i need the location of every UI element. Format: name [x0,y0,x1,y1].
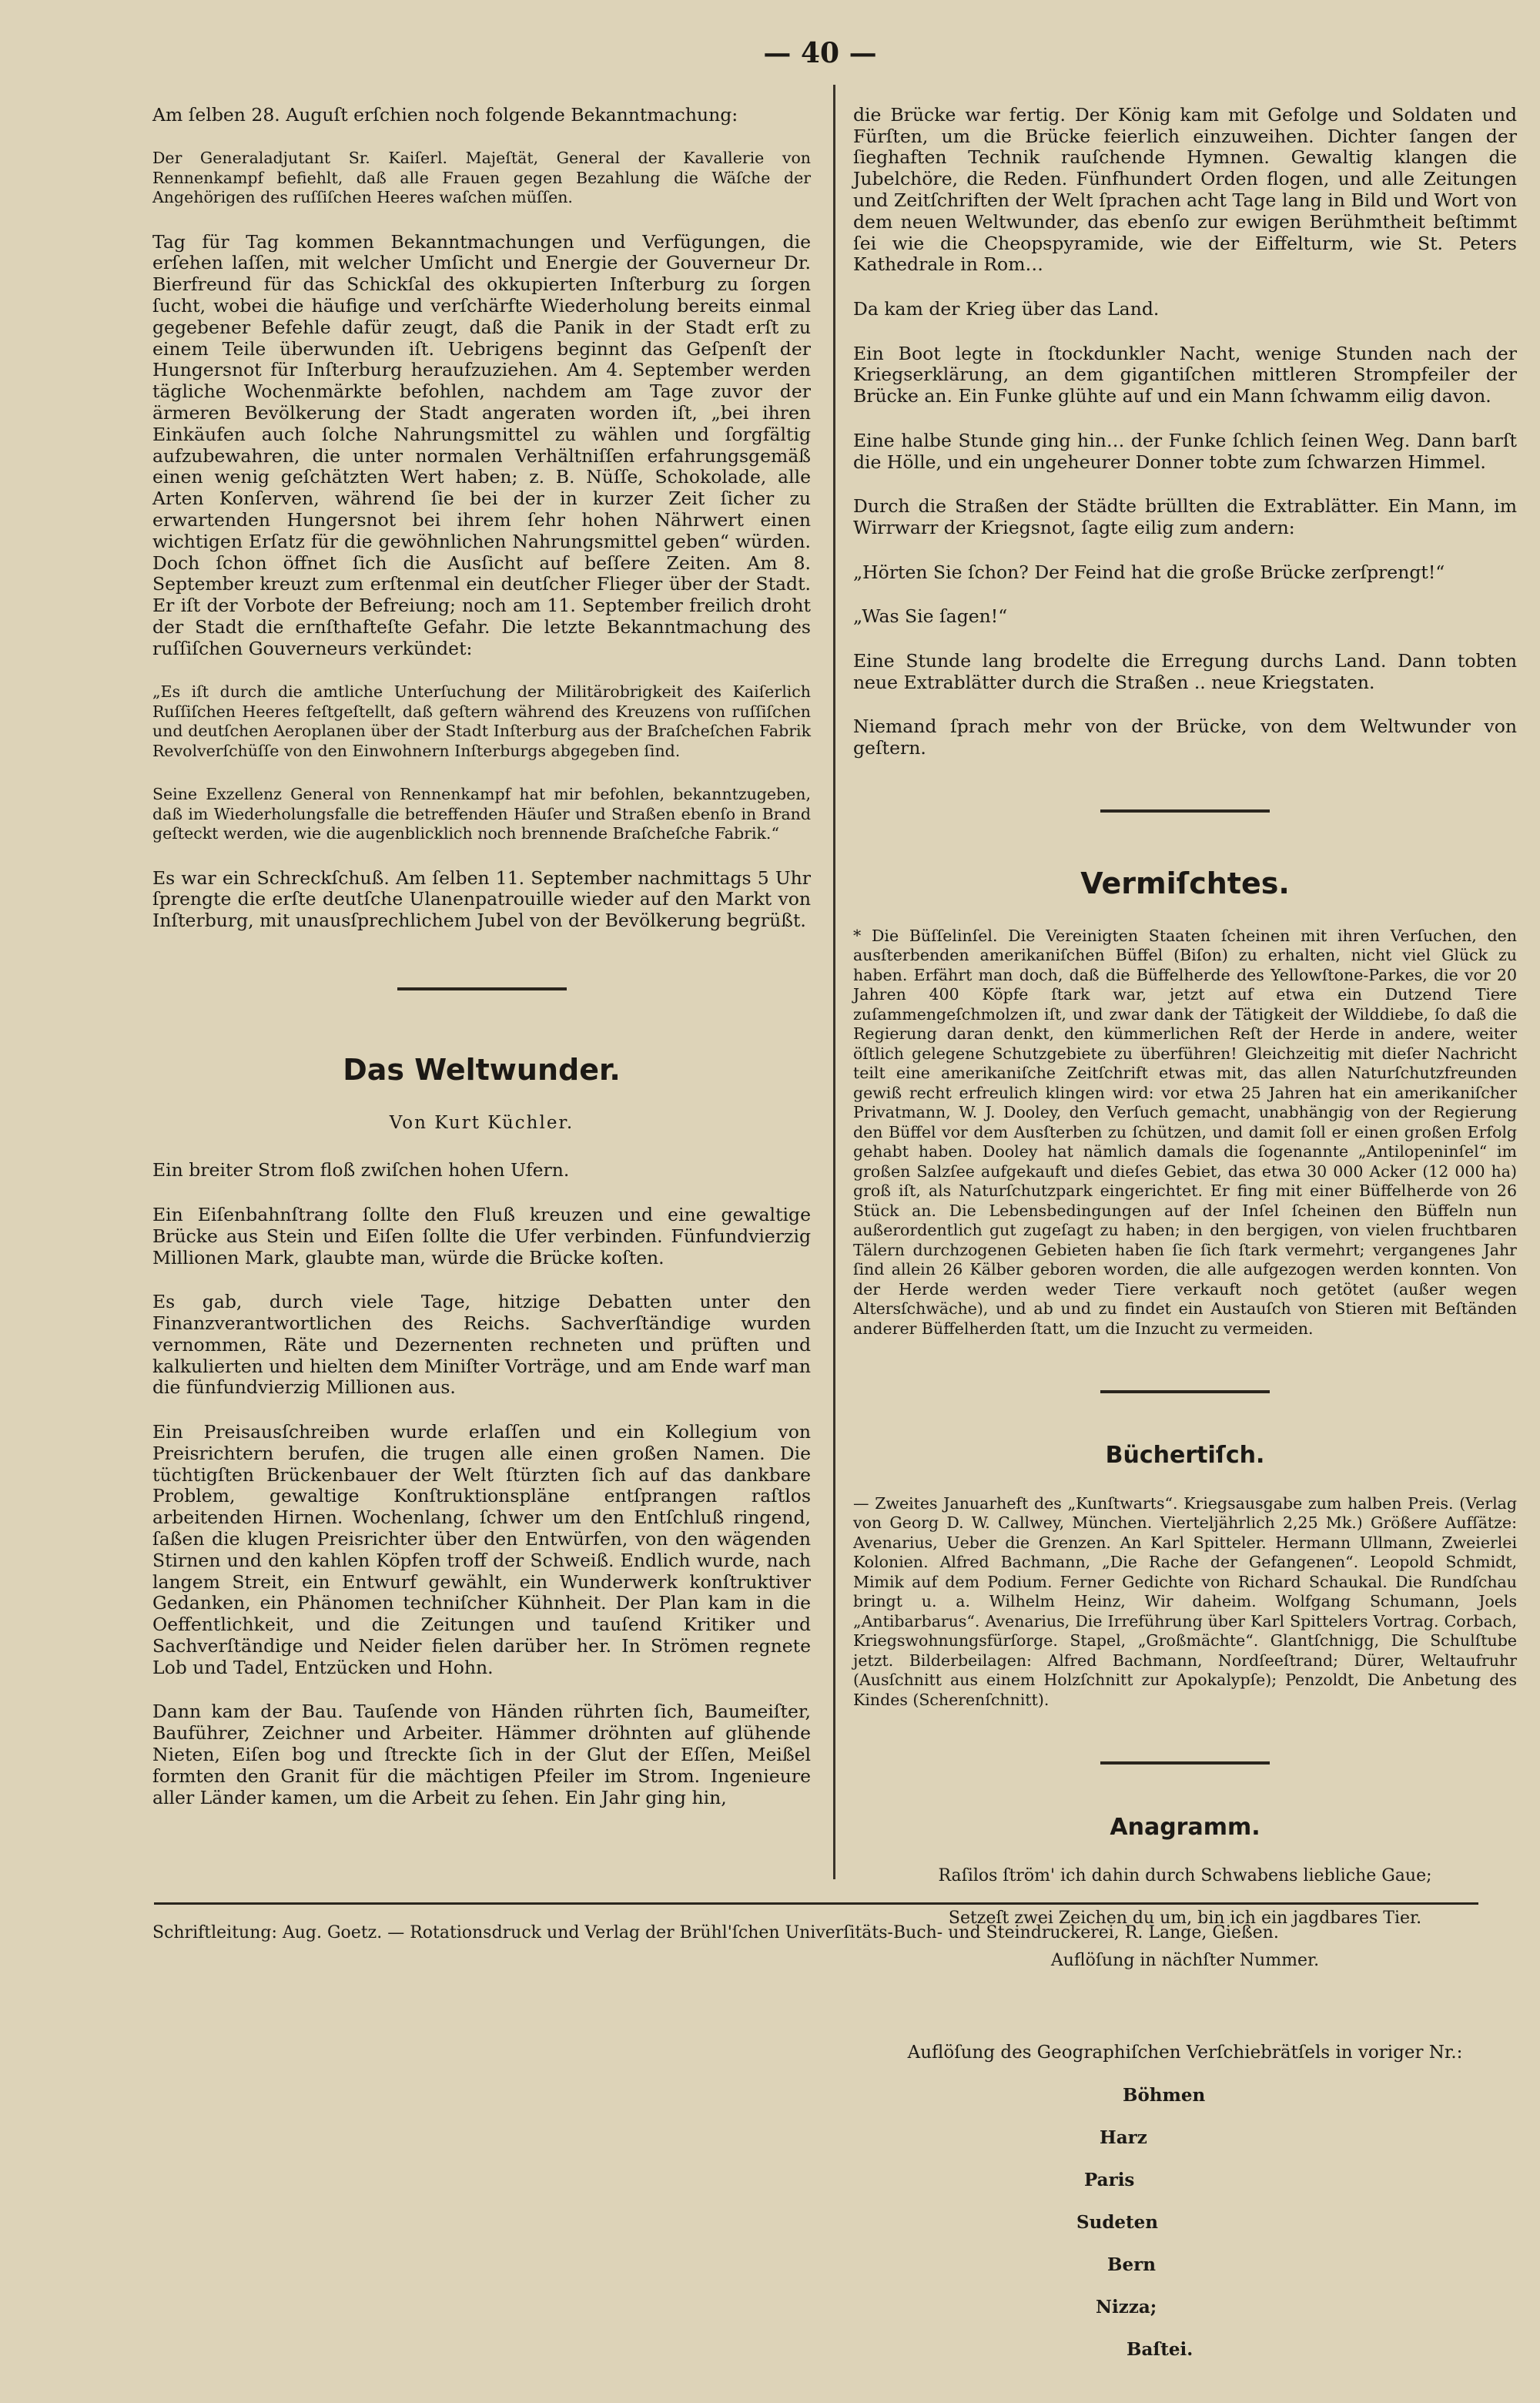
page-number: — 40 — [763,37,877,69]
quote-paragraph: „Es iſt durch die amtliche Unterſuchung der Militärobrigkeit des Kaiſerlich Ruſſiſchen Heeres feſtgeſtellt, daß geſtern während des Kreuzens von ruſſiſchen und deutſchen Aeroplanen über der Stadt Inſterburg aus der Braſcheſchen Fabrik Revolverſchüſſe von den Einwohnern Inſterburgs abgegeben ſind. [152,682,811,760]
article-paragraph: „Hörten Sie ſchon? Der Feind hat die große Brücke zerſprengt!“ [853,561,1445,583]
section-divider [1100,1761,1270,1765]
solution-word: Harz [1100,2127,1147,2148]
imprint: Schriftleitung: Aug. Goetz. — Rotationsdruck und Verlag der Brühl'ſchen Univerſitäts-Buch- und Steindruckerei, R. Lange, Gießen. [152,1923,1279,1942]
article-paragraph: Dann kam der Bau. Tauſende von Händen rührten ſich, Baumeiſter, Bauführer, Zeichner und Arbeiter. Hämmer dröhnten auf glühende Nieten, Eiſen bog und ſtreckte ſich in der Glut der Eſſen, Meißel formten den Granit für die mächtigen Pfeiler im Strom. Ingenieure aller Länder kamen, um die Arbeit zu ſehen. Ein Jahr ging hin, [152,1701,811,1808]
quote-paragraph: Der Generaladjutant Sr. Kaiſerl. Majeſtät, General der Kavallerie von Rennenkampf befiehlt, daß alle Frauen gegen Bezahlung die Wäſche der Angehörigen des ruſſiſchen Heeres waſchen müſſen. [152,149,811,207]
footer-rule [154,1902,1478,1905]
article-paragraph: Eine Stunde lang brodelte die Erregung durchs Land. Dann tobten neue Extrablätter durch die Straßen .. neue Kriegstaten. [853,649,1517,693]
section-title-anagramm: Anagramm. [1110,1813,1260,1841]
article-paragraph: Am ſelben 28. Auguſt erſchien noch folgende Bekanntmachung: [152,103,738,126]
article-paragraph: Es gab, durch viele Tage, hitzige Debatten unter den Finanzverantwortlichen des Reichs. Sachverſtändige wurden vernommen, Räte und Dezernenten rechneten und prüften und kalkulierten und hielten dem Miniſter Vorträge, und am Ende warf man die fünfundvierzig Millionen aus. [152,1291,811,1399]
article-paragraph: Tag für Tag kommen Bekanntmachungen und Verfügungen, die erſehen laſſen, mit welcher Umſicht und Energie der Gouverneur Dr. Bierfreund für das Schickſal des okkupierten Inſterburg zu ſorgen ſucht, wobei die häufige und verſchärfte Wiederholung bereits einmal gegebener Befehle dafür zeugt, daß die Panik in der Stadt erſt zu einem Teile überwunden iſt. Uebrigens beginnt das Geſpenſt der Hungersnot für Inſterburg heraufzuziehen. Am 4. September werden tägliche Wochenmärkte befohlen, nachdem am Tage zuvor der ärmeren Bevölkerung der Stadt angeraten worden iſt, „bei ihren Einkäufen auch ſolche Nahrungsmittel zu wählen und ſorgfältig aufzubewahren, die unter normalen Verhältniſſen erfahrungsgemäß einen wenig geſchätzten Wert haben; z. B. Nüſſe, Schokolade, alle Arten Konſerven, während ſie bei der in kurzer Zeit ſicher zu erwartenden Hungersnot bei ihrem ſehr hohen Nährwert einen wichtigen Erſatz für die gewöhnlichen Nahrungsmittel geben“ würden. Doch ſchon öffnet ſich die Ausſicht auf beſſere Zeiten. Am 8. September kreuzt zum erſtenmal ein deutſcher Flieger über der Stadt. Er iſt der Vorbote der Befreiung; noch am 11. September freilich droht der Stadt die ernſthafteſte Gefahr. Die letzte Bekanntmachung des ruſſiſchen Gouverneurs verkündet: [152,230,811,659]
solution-word: Böhmen [1123,2084,1206,2106]
news-item: * Die Büſſelinſel. Die Vereinigten Staaten ſcheinen mit ihren Verſuchen, den ausſterbenden amerikaniſchen Büffel (Biſon) zu erhalten, nicht viel Glück zu haben. Erfährt man doch, daß die Büffelherde des Yellowſtone-Parkes, die vor 20 Jahren 400 Köpfe ſtark war, jetzt auf etwa ein Dutzend Tiere zuſammengeſchmolzen iſt, und zwar dank der Tätigkeit der Wilddiebe, ſo daß die Regierung daran denkt, den kümmerlichen Reſt der Herde in andere, weiter öſtlich gelegene Schutzgebiete zu überführen! Gleichzeitig mit dieſer Nachricht teilt eine amerikaniſche Zeitſchrift etwas mit, das allen Naturſchutzfreunden gewiß recht erfreulich klingen wird: vor etwa 25 Jahren hat ein amerikaniſcher Privatmann, W. J. Dooley, den Verſuch gemacht, unabhängig von der Regierung den Büffel vor dem Ausſterben zu ſchützen, und damit ſoll er einen großen Erfolg gehabt haben. Dooley hat nämlich damals die ſogenannte „Antilopeninſel“ im großen Salzſee aufgekauft und dieſes Gebiet, das etwa 30 000 Acker (12 000 ha) groß iſt, als Naturſchutzpark eingerichtet. Er fing mit einer Büffelherde von 26 Stück an. Die Lebensbedingungen auf der Inſel ſcheinen den Büffeln nun außerordentlich gut zugeſagt zu haben; in den bergigen, von vielen fruchtbaren Tälern durchzogenen Gebieten haben ſie ſich ſtark vermehrt; vergangenes Jahr ſind allein 26 Kälber geboren worden, die alle aufgezogen werden konnten. Von der Herde werden weder Tiere verkauft noch getötet (außer wegen Altersſchwäche), und ab und zu findet ein Austauſch von Stieren mit Beſtänden anderer Büffelherden ſtatt, um die Inzucht zu vermeiden. [853,926,1517,1338]
solution-word: Nizza; [1096,2296,1157,2318]
solution-title: Auflöſung des Geographiſchen Verſchiebrätſels in voriger Nr.: [907,2042,1463,2063]
article-title: Das Weltwunder. [343,1053,621,1088]
anagram-line: Setzeſt zwei Zeichen du um, bin ich ein jagdbares Tier. [948,1909,1422,1929]
article-paragraph: Ein Eiſenbahnſtrang ſollte den Fluß kreuzen und eine gewaltige Brücke aus Stein und Eiſen ſollte die Ufer verbinden. Fünfundvierzig Millionen Mark, glaubte man, würde die Brücke koſten. [152,1204,811,1269]
article-paragraph: Ein Preisausſchreiben wurde erlaſſen und ein Kollegium von Preisrichtern berufen, die trugen alle einen großen Namen. Die tüchtigſten Brückenbauer der Welt ſtürzten ſich auf das dankbare Problem, gewaltige Konſtruktionspläne entſprangen raſtlos arbeitenden Hirnen. Wochenlang, ſchwer um den Entſchluß ringend, ſaßen die klugen Preisrichter über den Entwürfen, von den wägenden Stirnen und den kahlen Köpfen troff der Schweiß. Endlich wurde, nach langem Streit, ein Entwurf gewählt, ein Wunderwerk konſtruktiver Gedanken, ein Phänomen techniſcher Kühnheit. Der Plan kam in die Oeffentlichkeit, und die Zeitungen und tauſend Kritiker und Sachverſtändige und Neider fielen darüber her. In Strömen regnete Lob und Tadel, Entzücken und Hohn. [152,1421,811,1678]
article-byline: Von Kurt Küchler. [389,1112,574,1133]
book-review: — Zweites Januarheft des „Kunſtwarts“. Kriegsausgabe zum halben Preis. (Verlag von Georg D. W. Callwey, München. Vierteljährlich 2,25 Mk.) Größere Aufſätze: Avenarius, Ueber die Grenzen. An Karl Spitteler. Hermann Ullmann, Zweierlei Kolonien. Alfred Bachmann, „Die Rache der Gefangenen“. Leopold Schmidt, Mimik auf dem Podium. Ferner Gedichte von Richard Schaukal. Die Rundſchau bringt u. a. Wilhelm Heinz, Wir daheim. Wolfgang Schumann, Joels „Antibarbarus“. Avenarius, Die Irreführung über Karl Spittelers Vortrag. Corbach, Kriegswohnungsfürſorge. Stapel, „Großmächte“. Glantſchnigg, Die Schulſtube jetzt. Bilderbeilagen: Alfred Bachmann, Nordſeeſtrand; Dürer, Weltaufruhr (Ausſchnitt aus einem Holzſchnitt zur Apokalypſe); Penzoldt, Die Anbetung des Kindes (Scherenſchnitt). [853,1493,1517,1709]
section-title-buechertisch: Büchertiſch. [1105,1442,1265,1470]
article-paragraph: Es war ein Schreckſchuß. Am ſelben 11. September nachmittags 5 Uhr ſprengte die erſte deutſche Ulanenpatrouille wieder auf den Markt von Inſterburg, mit unausſprechlichem Jubel von der Bevölkerung begrüßt. [152,866,811,932]
section-divider [1100,809,1270,813]
section-title-vermischtes: Vermiſchtes. [1080,866,1290,900]
article-paragraph: Ein Boot legte in ſtockdunkler Nacht, wenige Stunden nach der Kriegserklärung, an dem gigantiſchen mittleren Strompfeiler der Brücke an. Ein Funke glühte auf und ein Mann ſchwamm eilig davon. [853,342,1517,407]
quote-paragraph: Seine Exzellenz General von Rennenkampf hat mir befohlen, bekanntzugeben, daß im Wiederholungsfalle die betreffenden Häuſer und Straßen ebenſo in Brand geſteckt werden, wie die augenblicklich noch brennende Braſcheſche Fabrik.“ [152,785,811,843]
article-paragraph: „Was Sie ſagen!“ [853,605,1008,628]
section-divider [397,987,567,990]
puzzle-solution [853,2021,1517,2381]
section-divider [1100,1390,1270,1393]
article-paragraph: Eine halbe Stunde ging hin… der Funke ſchlich ſeinen Weg. Dann barſt die Hölle, und ein ungeheurer Donner tobte zum ſchwarzen Himmel. [853,429,1517,473]
article-paragraph: Durch die Straßen der Städte brüllten die Extrablätter. Ein Mann, im Wirrwarr der Kriegsnot, ſagte eilig zum andern: [853,495,1517,538]
article-paragraph: Niemand ſprach mehr von der Brücke, von dem Weltwunder von geſtern. [853,716,1517,759]
anagram-line: Raſilos ſtröm' ich dahin durch Schwabens liebliche Gaue; [938,1866,1432,1886]
article-paragraph: die Brücke war fertig. Der König kam mit Gefolge und Soldaten und Fürſten, um die Brücke feierlich einzuweihen. Dichter ſangen der ſieghaften Technik rauſchende Hymnen. Gewaltig klangen die Jubelchöre, die Reden. Fünfhundert Orden flogen, und alle Zeitungen und Zeitſchriften der Welt ſprachen acht Tage lang in Bild und Wort von dem neuen Weltwunder, das ebenſo zur ewigen Berühmtheit beſtimmt ſei wie die Cheopspyramide, wie der Eiffelturm, wie St. Peters Kathedrale in Rom… [853,103,1517,276]
article-paragraph: Da kam der Krieg über das Land. [853,297,1160,320]
solution-word: Bern [1107,2254,1156,2275]
solution-word: Paris [1084,2169,1135,2190]
left-column [152,83,811,1832]
article-paragraph: Ein breiter Strom floß zwiſchen hohen Ufern. [152,1159,570,1181]
anagram-solution-note: Auflöſung in nächſter Nummer. [1050,1950,1320,1970]
solution-word: Sudeten [1076,2211,1159,2233]
right-column [853,83,1517,2403]
column-divider [833,85,835,1879]
solution-word: Baſtei. [1127,2338,1194,2360]
